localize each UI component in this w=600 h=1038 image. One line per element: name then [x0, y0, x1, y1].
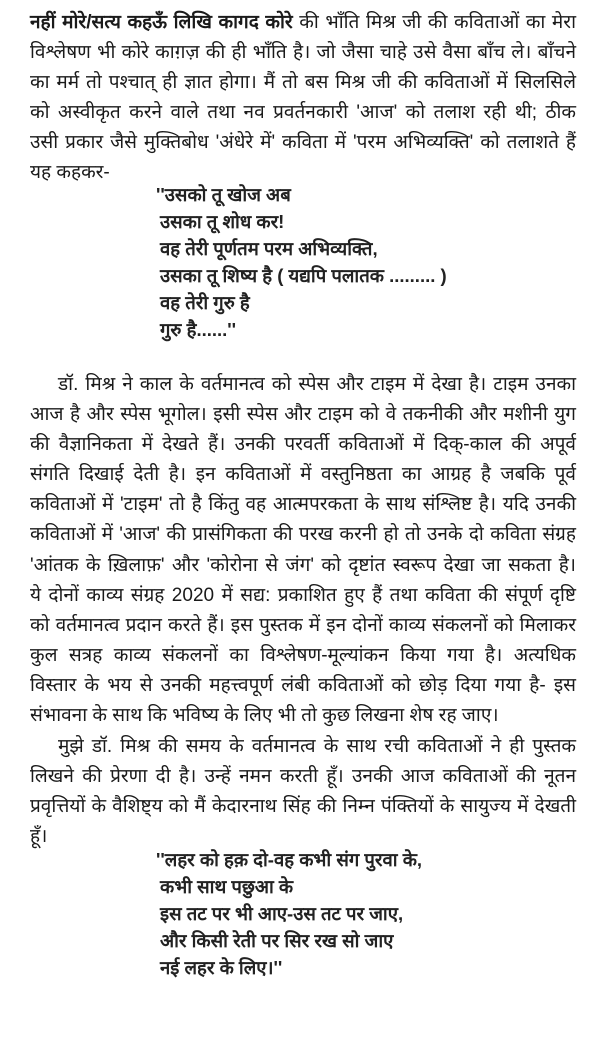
- poem-line: इस तट पर भी आए-उस तट पर जाए,: [160, 903, 404, 924]
- paragraph-line: संभावना के साथ कि भविष्य के लिए भी तो कुछ लिखना शेष रह जाए।: [30, 705, 499, 726]
- paragraph-line: को वर्तमानत्व प्रदान करते हैं। इस पुस्तक में इन दोनों काव्य संकलनों को मिलाकर: [30, 615, 576, 636]
- poem-line: वह तेरी गुरु है: [160, 292, 250, 313]
- paragraph-line: लिखने की प्रेरणा दी है। उन्हें नमन करती हूँ। उनकी आज कविताओं की नूतन: [30, 766, 576, 787]
- paragraph-line: की वैज्ञानिकता में देखते हैं। उनकी परवर्ती कविताओं में दिक्-काल की अपूर्व: [30, 434, 576, 455]
- bold-quote: नहीं मोरे/सत्य कहऊँ लिखि कागद कोरे: [30, 12, 293, 33]
- paragraph-line: विस्तार के भय से उनकी महत्त्वपूर्ण लंबी कविताओं को छोड़ दिया गया है- इस: [30, 675, 576, 696]
- paragraph-line: डॉ. मिश्र ने काल के वर्तमानत्व को स्पेस और टाइम में देखा है। टाइम उनका: [58, 374, 576, 395]
- paragraph-line: कविताओं में 'टाइम' तो है किंतु वह आत्मपरकता के साथ संश्लिष्ट है। यदि उनकी: [30, 494, 576, 515]
- paragraph-line: विश्लेषण भी कोरे काग़ज़ की ही भाँति है। जो जैसा चाहे उसे वैसा बाँच ले। बाँचने: [30, 42, 576, 63]
- poem-line: उसका तू शिष्य है ( यद्यपि पलातक ......... ): [160, 265, 447, 286]
- poem-line: ''उसको तू खोज अब: [156, 184, 291, 205]
- paragraph-line: हूँ।: [30, 826, 48, 847]
- paragraph-line: 'आंतक के ख़िलाफ़' और 'कोरोना से जंग' को दृष्टांत स्वरूप देखा जा सकता है।: [30, 555, 576, 576]
- poem-line: वह तेरी पूर्णतम परम अभिव्यक्ति,: [160, 238, 378, 259]
- poem-line: नई लहर के लिए।'': [160, 957, 283, 978]
- paragraph-line: को अस्वीकृत करने वाले तथा नव प्रवर्तनकारी 'आज' को तलाश रही थी; ठीक: [30, 102, 576, 123]
- poem-line: और किसी रेती पर सिर रख सो जाए: [160, 930, 394, 951]
- poem-line: उसका तू शोध कर!: [160, 211, 285, 232]
- paragraph-line: [30, 10, 576, 36]
- paragraph-line: संगति दिखाई देती है। इन कविताओं में वस्तुनिष्ठता का आग्रह है जबकि पूर्व: [30, 464, 576, 485]
- poem-line: ''लहर को हक़ दो-वह कभी संग पुरवा के,: [156, 849, 423, 870]
- paragraph-line: प्रवृत्तियों के वैशिष्ट्य को मैं केदारनाथ सिंह की निम्न पंक्तियों के सायुज्य में देखती: [30, 796, 576, 817]
- paragraph-line: का मर्म तो पश्चात् ही ज्ञात होगा। मैं तो बस मिश्र जी की कविताओं में सिलसिले: [30, 72, 576, 93]
- paragraph-line: उसी प्रकार जैसे मुक्तिबोध 'अंधेरे में' कविता में 'परम अभिव्यक्ति' को तलाशते हैं: [30, 132, 576, 153]
- paragraph-line: यह कहकर-: [30, 162, 110, 183]
- poem-line: गुरु है......'': [160, 319, 237, 340]
- paragraph-line: कुल सत्रह काव्य संकलनों का विश्लेषण-मूल्यांकन किया गया है। अत्यधिक: [30, 645, 576, 666]
- paragraph-line: कविताओं में 'आज' की प्रासंगिकता की परख करनी हो तो उनके दो कविता संग्रह: [30, 524, 576, 545]
- line-text: की भाँति मिश्र जी की कविताओं का मेरा: [292, 12, 576, 33]
- poem-line: कभी साथ पछुआ के: [160, 876, 294, 897]
- paragraph-line: ये दोनों काव्य संग्रह 2020 में सद्य: प्रकाशित हुए हैं तथा कविता की संपूर्ण दृष्टि: [30, 585, 576, 606]
- paragraph-line: मुझे डॉ. मिश्र की समय के वर्तमानत्व के साथ रची कविताओं ने ही पुस्तक: [58, 736, 576, 757]
- paragraph-line: आज है और स्पेस भूगोल। इसी स्पेस और टाइम को वे तकनीकी और मशीनी युग: [30, 404, 576, 425]
